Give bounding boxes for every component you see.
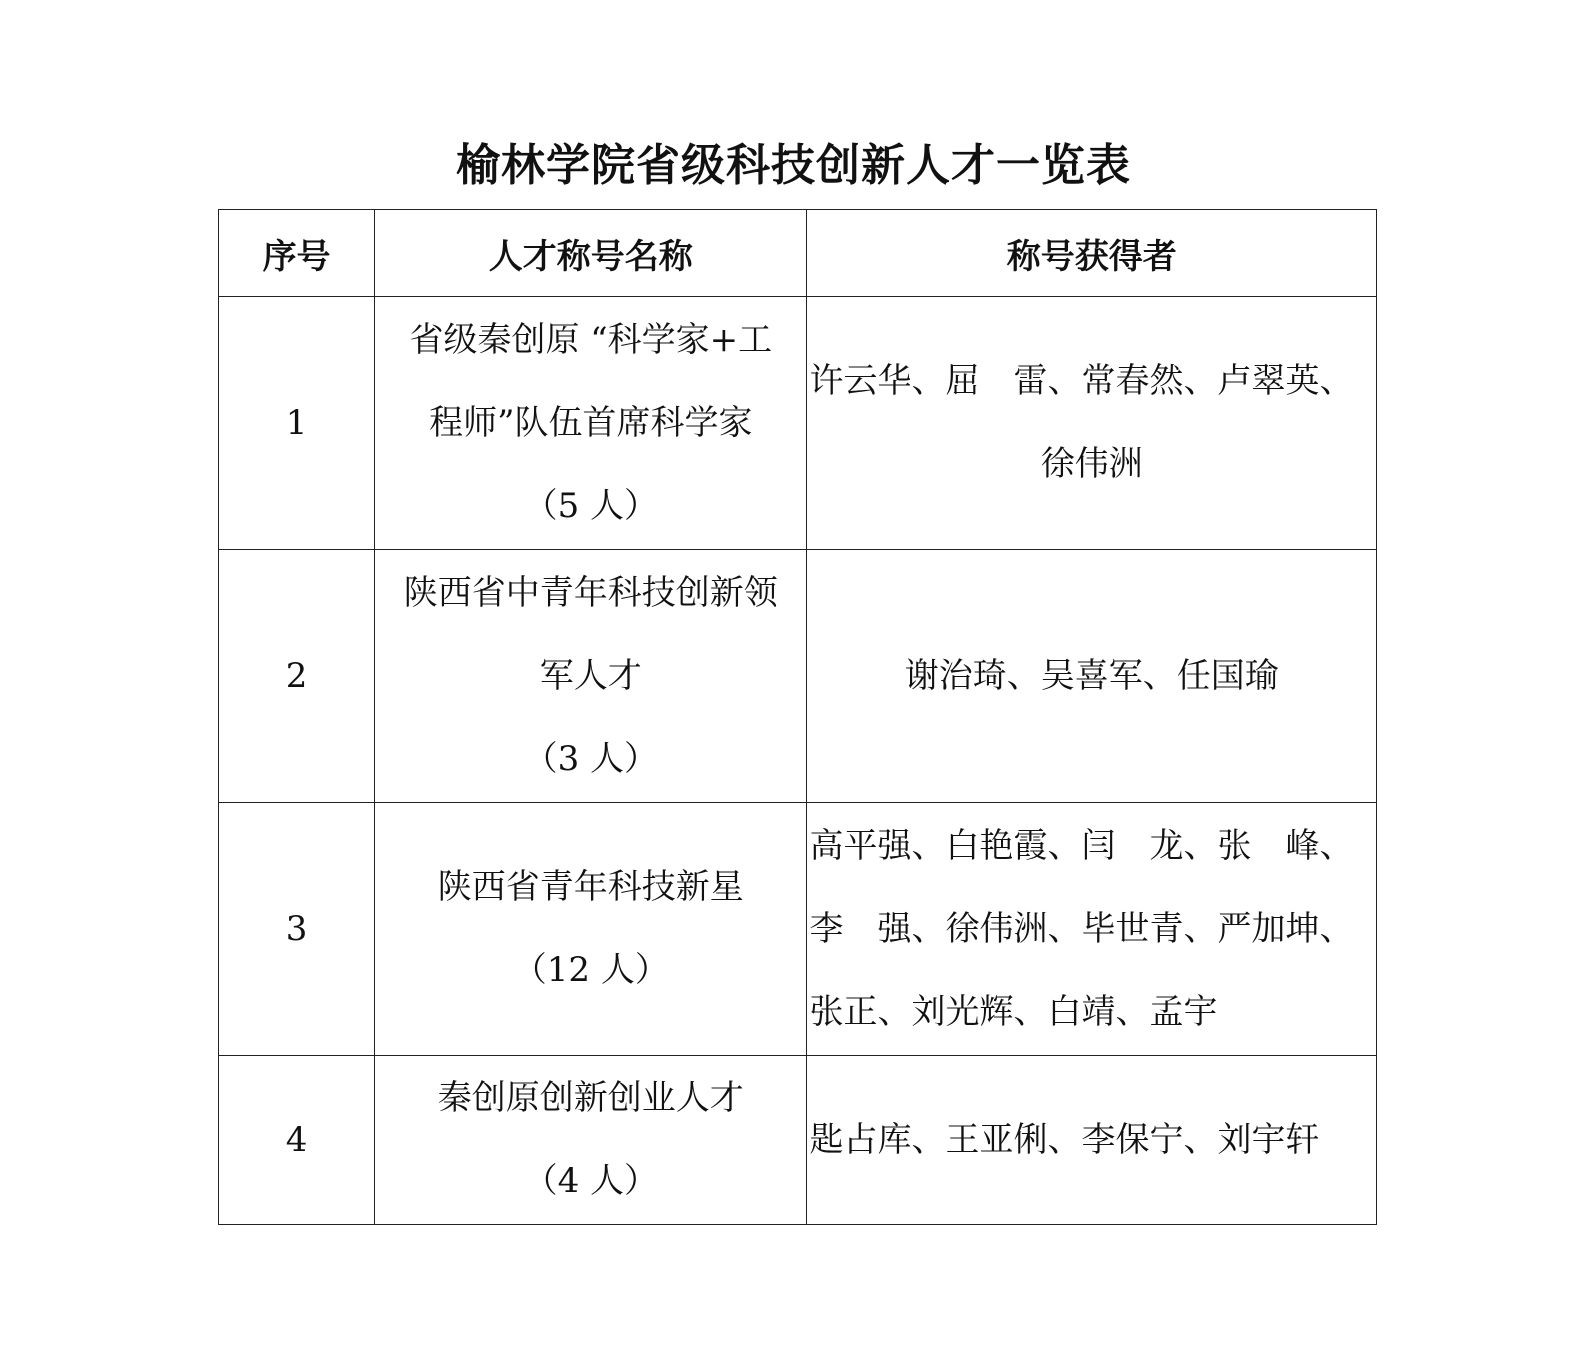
title-count: （3 人） [523, 738, 659, 779]
row-index: 4 [219, 1056, 375, 1225]
header-title-name: 人才称号名称 [375, 210, 807, 297]
title-line: 省级秦创原 “科学家+工 [409, 319, 773, 360]
title-count: （12 人） [512, 950, 669, 990]
header-holders: 称号获得者 [807, 210, 1377, 297]
row-title-name [375, 1056, 807, 1225]
row-holders [807, 1056, 1377, 1225]
title-line: 陕西省青年科技新星 [437, 867, 744, 907]
row-index: 3 [219, 803, 375, 1056]
row-title-name [375, 550, 807, 803]
page-title: 榆林学院省级科技创新人才一览表 [456, 140, 1131, 191]
holders-line: 张正、刘光辉、白靖、孟宇 [809, 991, 1218, 1032]
talent-table [218, 209, 1377, 1225]
holders-line: 高平强、白艳霞、闫 龙、张 峰、 [809, 825, 1354, 866]
row-title-name [375, 297, 807, 550]
title-count: （4 人） [523, 1161, 659, 1201]
holders-line: 徐伟洲 [1040, 444, 1143, 484]
table-header-row [219, 210, 1377, 297]
title-count: （5 人） [523, 485, 659, 526]
table-row [219, 1056, 1377, 1225]
table-row [219, 297, 1377, 550]
table-row [219, 803, 1377, 1056]
table-row [219, 550, 1377, 803]
row-holders [807, 297, 1377, 550]
holders-line: 许云华、屈 雷、常春然、卢翠英、 [809, 361, 1354, 401]
holders-line: 李 强、徐伟洲、毕世青、严加坤、 [809, 908, 1354, 949]
row-title-name [375, 803, 807, 1056]
header-index: 序号 [219, 210, 375, 297]
title-line: 秦创原创新创业人才 [437, 1078, 744, 1118]
title-line: 程师”队伍首席科学家 [429, 402, 753, 443]
row-holders [807, 550, 1377, 803]
holders-line: 匙占库、王亚俐、李保宁、刘宇轩 [809, 1119, 1320, 1160]
title-line: 陕西省中青年科技创新领 [403, 572, 778, 613]
row-holders [807, 803, 1377, 1056]
row-index: 1 [219, 297, 375, 550]
title-line: 军人才 [539, 655, 642, 696]
holders-line: 谢治琦、吴喜军、任国瑜 [904, 655, 1279, 696]
row-index: 2 [219, 550, 375, 803]
